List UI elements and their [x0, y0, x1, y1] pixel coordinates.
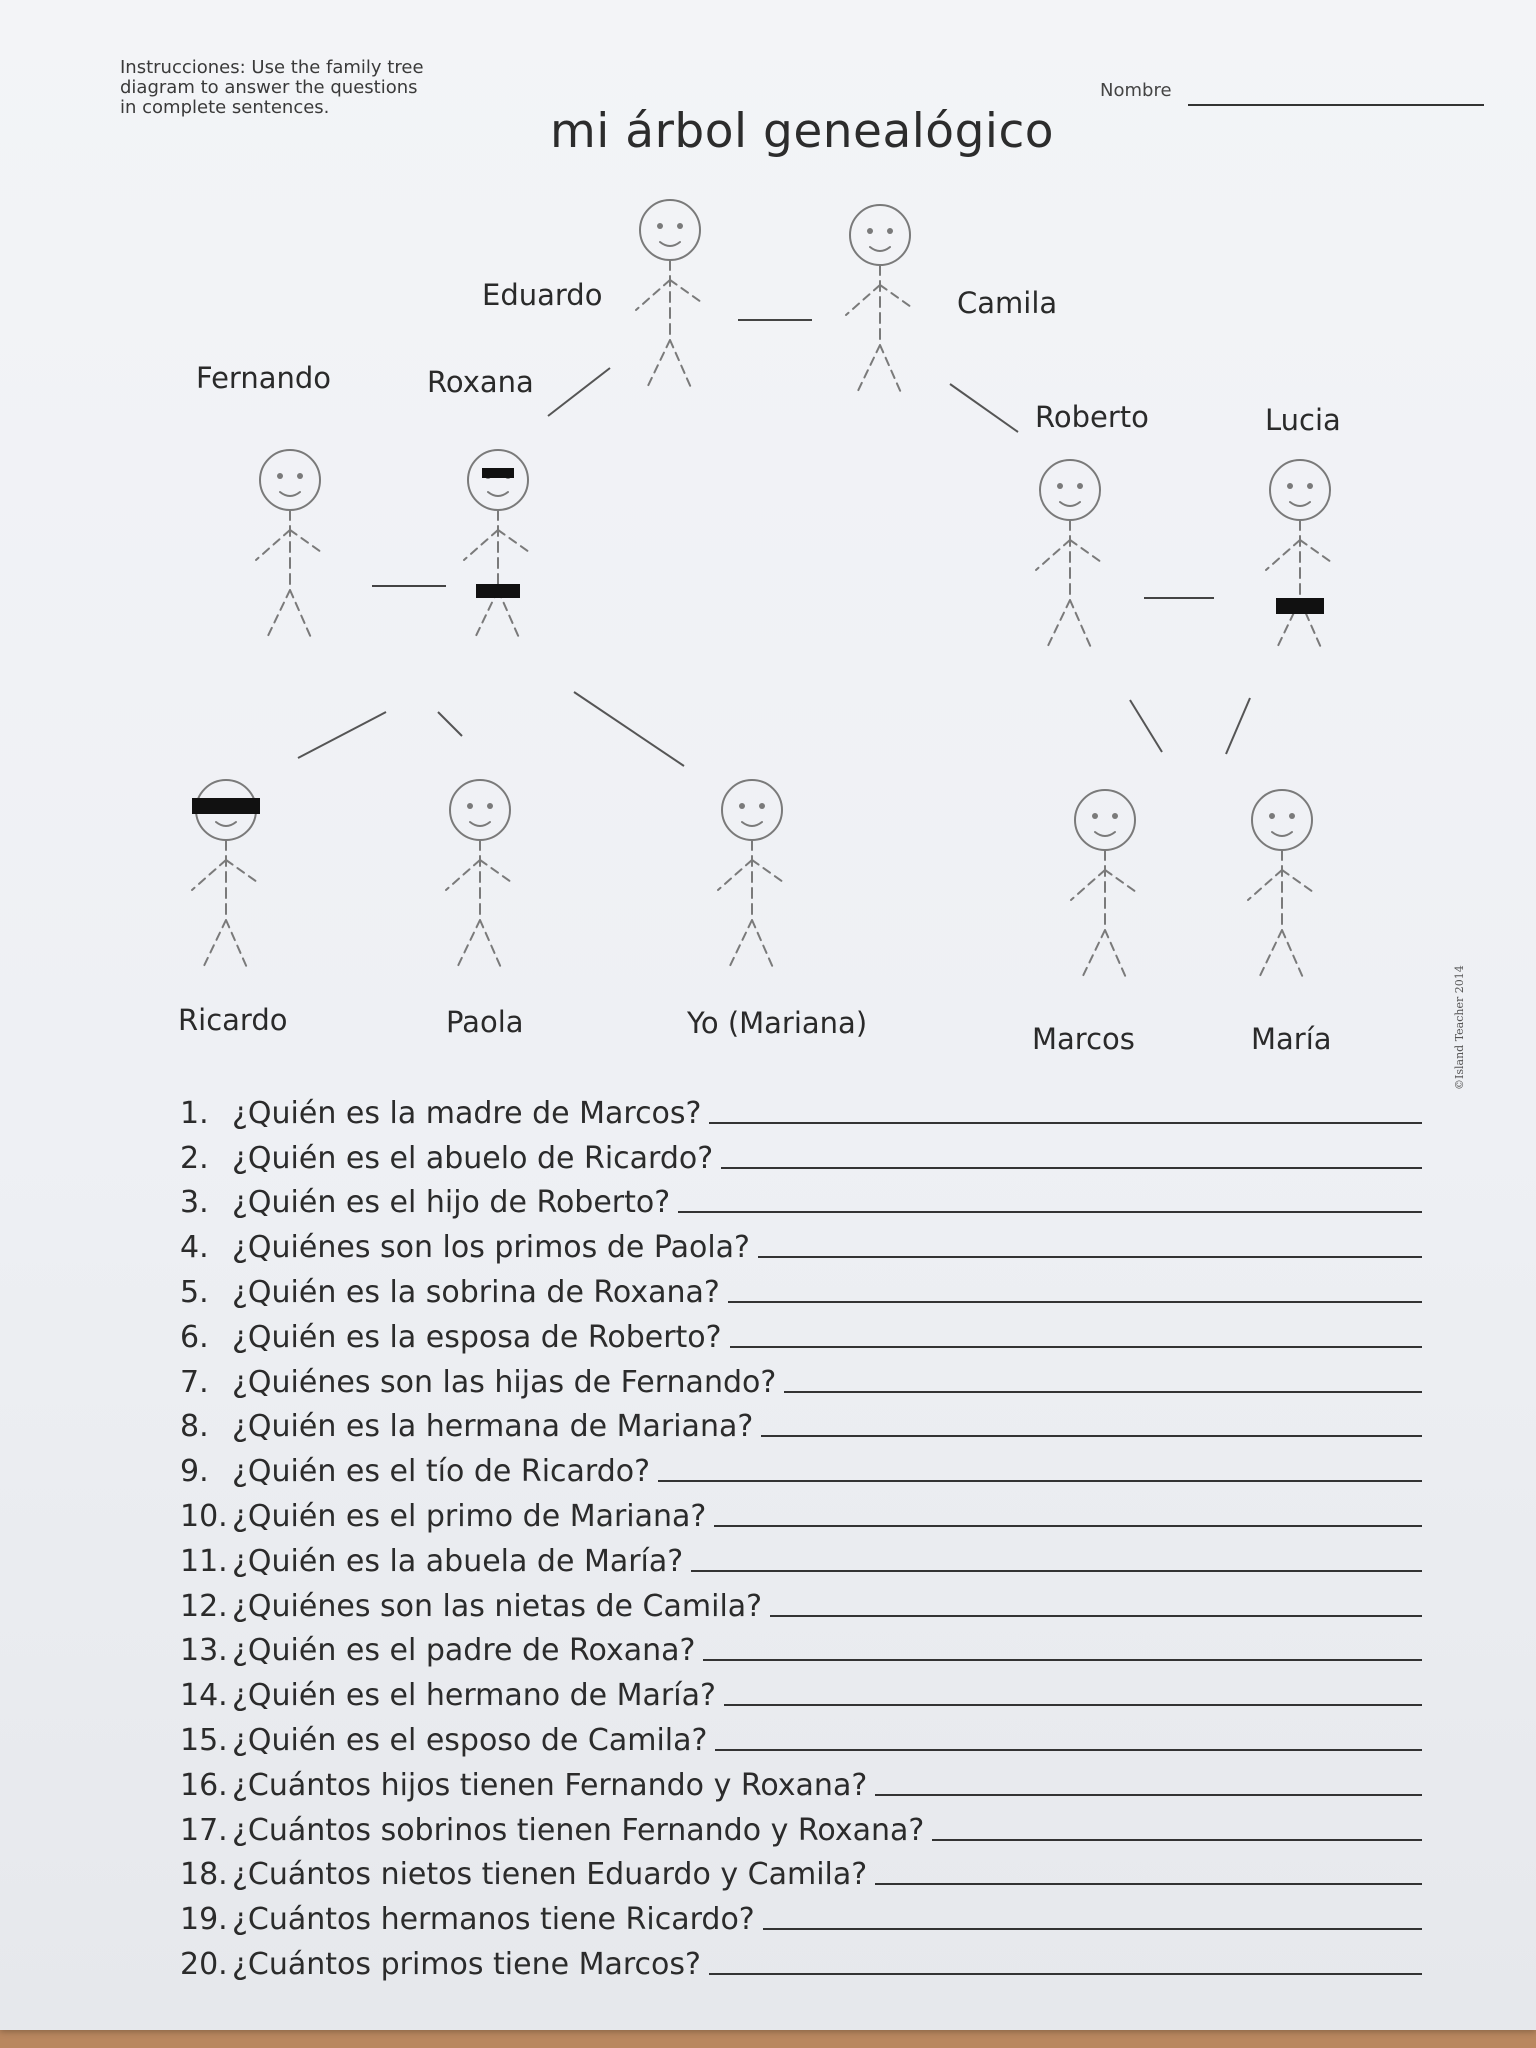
question-text: ¿Cuántos hermanos tiene Ricardo?: [232, 1902, 755, 1938]
question-text: ¿Quién es el tío de Ricardo?: [232, 1454, 651, 1490]
connector-mariana: [574, 692, 684, 766]
question-text: ¿Cuántos sobrinos tienen Fernando y Roxana?: [232, 1812, 925, 1848]
question-item: [180, 1758, 1450, 1803]
question-number: 11.: [180, 1543, 228, 1579]
question-number: 18.: [180, 1857, 228, 1893]
question-number: 9.: [180, 1454, 209, 1490]
question-text: ¿Quién es la hermana de Mariana?: [232, 1409, 754, 1445]
question-item: [180, 1355, 1450, 1400]
question-item: [180, 1131, 1450, 1176]
question-number: 12.: [180, 1588, 228, 1624]
answer-line[interactable]: [875, 1794, 1422, 1796]
question-list: [180, 1086, 1450, 1982]
answer-line[interactable]: [658, 1480, 1422, 1482]
question-text: ¿Quién es el esposo de Camila?: [232, 1722, 708, 1758]
nombre-label: Nombre: [1100, 80, 1172, 101]
question-number: 4.: [180, 1230, 209, 1266]
answer-line[interactable]: [770, 1615, 1422, 1617]
question-text: ¿Quién es el primo de Mariana?: [232, 1498, 707, 1534]
name-camila: Camila: [957, 286, 1058, 320]
answer-line[interactable]: [763, 1928, 1422, 1930]
name-maria: María: [1251, 1022, 1332, 1056]
question-number: 17.: [180, 1812, 228, 1848]
connector-marcos: [1130, 700, 1162, 752]
question-number: 14.: [180, 1678, 228, 1714]
question-text: ¿Quién es la abuela de María?: [232, 1543, 684, 1579]
answer-line[interactable]: [730, 1346, 1422, 1348]
question-text: ¿Quién es la sobrina de Roxana?: [232, 1274, 720, 1310]
answer-line[interactable]: [761, 1435, 1422, 1437]
name-marcos: Marcos: [1032, 1022, 1135, 1056]
question-text: ¿Quién es la esposa de Roberto?: [232, 1319, 722, 1355]
name-roberto: Roberto: [1035, 400, 1149, 434]
answer-line[interactable]: [715, 1749, 1422, 1751]
question-number: 1.: [180, 1095, 209, 1131]
connector-maria: [1226, 698, 1250, 754]
question-text: ¿Quiénes son los primos de Paola?: [232, 1230, 750, 1266]
answer-line[interactable]: [721, 1167, 1422, 1169]
question-text: ¿Cuántos primos tiene Marcos?: [232, 1946, 701, 1982]
question-item: [180, 1579, 1450, 1624]
question-text: ¿Quiénes son las nietas de Camila?: [232, 1588, 763, 1624]
answer-line[interactable]: [678, 1211, 1422, 1213]
question-text: ¿Quién es el hermano de María?: [232, 1678, 716, 1714]
answer-line[interactable]: [714, 1525, 1422, 1527]
figure-eduardo: [636, 200, 704, 390]
answer-line[interactable]: [728, 1301, 1422, 1303]
name-fernando: Fernando: [196, 361, 332, 395]
answer-line[interactable]: [691, 1570, 1422, 1572]
question-number: 20.: [180, 1946, 228, 1982]
question-text: ¿Quién es la madre de Marcos?: [232, 1095, 702, 1131]
question-number: 13.: [180, 1633, 228, 1669]
figure-fernando: [256, 450, 324, 640]
answer-line[interactable]: [703, 1659, 1422, 1661]
question-number: 6.: [180, 1319, 209, 1355]
question-item: [180, 1848, 1450, 1893]
name-mariana: Yo (Mariana): [687, 1006, 868, 1040]
question-item: [180, 1713, 1450, 1758]
question-item: [180, 1265, 1450, 1310]
question-number: 5.: [180, 1274, 209, 1310]
question-text: ¿Quiénes son las hijas de Fernando?: [232, 1364, 777, 1400]
figure-roberto: [1036, 460, 1104, 650]
figure-maria: [1248, 790, 1316, 980]
question-item: [180, 1176, 1450, 1221]
connector-roberto: [950, 384, 1018, 432]
name-paola: Paola: [446, 1005, 524, 1039]
connector-paola: [438, 712, 462, 736]
copyright-credit: ©Island Teacher 2014: [1453, 965, 1466, 1090]
question-number: 19.: [180, 1902, 228, 1938]
question-item: [180, 1086, 1450, 1131]
connector-roxana: [548, 368, 610, 416]
name-lucia: Lucia: [1265, 403, 1341, 437]
question-item: [180, 1892, 1450, 1937]
figure-roxana: [464, 450, 532, 640]
name-roxana: Roxana: [427, 365, 534, 399]
question-item: [180, 1444, 1450, 1489]
question-text: ¿Cuántos hijos tienen Fernando y Roxana?: [232, 1767, 868, 1803]
question-item: [180, 1310, 1450, 1355]
instructions-text: Instrucciones: Use the family tree diagram to answer the questions in complete sentences.: [120, 57, 424, 118]
figure-lucia: [1266, 460, 1334, 650]
question-number: 7.: [180, 1364, 209, 1400]
answer-line[interactable]: [758, 1256, 1422, 1258]
figure-paola: [446, 780, 514, 970]
question-item: [180, 1668, 1450, 1713]
answer-line[interactable]: [709, 1122, 1422, 1124]
name-eduardo: Eduardo: [482, 278, 603, 312]
answer-line[interactable]: [709, 1973, 1422, 1975]
question-item: [180, 1937, 1450, 1982]
connector-ricardo: [298, 712, 386, 758]
question-number: 10.: [180, 1498, 228, 1534]
answer-line[interactable]: [932, 1839, 1422, 1841]
question-text: ¿Quién es el padre de Roxana?: [232, 1633, 696, 1669]
question-item: [180, 1489, 1450, 1534]
question-number: 8.: [180, 1409, 209, 1445]
question-number: 16.: [180, 1767, 228, 1803]
figure-ricardo: [192, 780, 260, 970]
question-item: [180, 1220, 1450, 1265]
question-item: [180, 1534, 1450, 1579]
figure-camila: [846, 205, 914, 395]
question-number: 2.: [180, 1140, 209, 1176]
question-item: [180, 1624, 1450, 1669]
answer-line[interactable]: [875, 1883, 1422, 1885]
question-item: [180, 1803, 1450, 1848]
question-item: [180, 1400, 1450, 1445]
page-title: mi árbol genealógico: [550, 104, 1055, 159]
question-text: ¿Quién es el abuelo de Ricardo?: [232, 1140, 714, 1176]
answer-line[interactable]: [784, 1391, 1422, 1393]
question-text: ¿Quién es el hijo de Roberto?: [232, 1185, 671, 1221]
figure-marcos: [1071, 790, 1139, 980]
question-text: ¿Cuántos nietos tienen Eduardo y Camila?: [232, 1857, 868, 1893]
question-number: 3.: [180, 1185, 209, 1221]
question-number: 15.: [180, 1722, 228, 1758]
figure-mariana: [718, 780, 786, 970]
name-ricardo: Ricardo: [178, 1003, 288, 1037]
answer-line[interactable]: [724, 1704, 1422, 1706]
